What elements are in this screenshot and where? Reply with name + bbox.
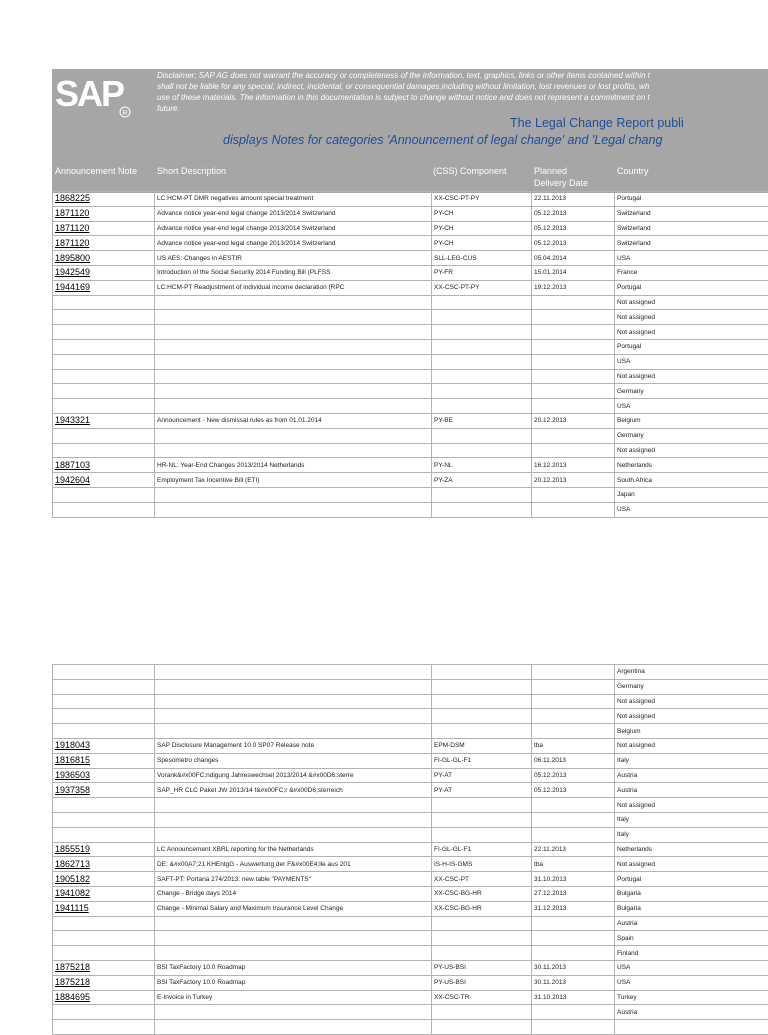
country-cell: France <box>615 265 768 280</box>
note-cell <box>53 339 155 354</box>
description-cell <box>155 354 432 369</box>
component-cell: XX-CSC-TR <box>432 990 532 1005</box>
note-cell[interactable]: 1884695 <box>53 990 155 1005</box>
description-cell <box>155 812 432 827</box>
note-cell <box>53 827 155 842</box>
description-cell <box>155 428 432 443</box>
table-row <box>53 325 768 340</box>
table-row <box>53 280 768 295</box>
table-row <box>53 310 768 325</box>
description-cell <box>155 325 432 340</box>
date-cell: 30.11.2013 <box>532 975 615 990</box>
note-cell <box>53 1005 155 1020</box>
country-cell: Switzerland <box>615 221 768 236</box>
note-cell[interactable]: 1868225 <box>53 192 155 207</box>
date-cell <box>532 1005 615 1020</box>
description-cell: Advance notice year-end legal change 2013/2014 Switzerland <box>155 221 432 236</box>
date-cell <box>532 354 615 369</box>
col-header-component: (CSS) Component <box>433 165 507 177</box>
table-row <box>53 694 768 709</box>
note-cell <box>53 384 155 399</box>
country-cell: Not assigned <box>615 709 768 724</box>
description-cell: LC Announcement XBRL reporting for the Netherlands <box>155 842 432 857</box>
description-cell: Spesometro changes <box>155 753 432 768</box>
date-cell: 06.11.2013 <box>532 753 615 768</box>
table-row <box>53 798 768 813</box>
component-cell: IS-H-IS-GMS <box>432 857 532 872</box>
note-cell[interactable]: 1944169 <box>53 280 155 295</box>
note-cell[interactable]: 1943321 <box>53 413 155 428</box>
table-row <box>53 738 768 753</box>
table-row <box>53 236 768 251</box>
description-cell <box>155 369 432 384</box>
description-cell <box>155 798 432 813</box>
note-cell <box>53 369 155 384</box>
component-cell <box>432 443 532 458</box>
report-subtitle: displays Notes for categories 'Announcement of legal change' and 'Legal chang <box>223 133 662 147</box>
table-row <box>53 960 768 975</box>
component-cell: PY-BE <box>432 413 532 428</box>
country-cell: Bulgaria <box>615 886 768 901</box>
description-cell <box>155 502 432 517</box>
country-cell: Not assigned <box>615 443 768 458</box>
table-row <box>53 946 768 961</box>
description-cell: Advance notice year-end legal change 2013/2014 Switzerland <box>155 236 432 251</box>
date-cell <box>532 694 615 709</box>
date-cell <box>532 679 615 694</box>
note-cell <box>53 916 155 931</box>
table-row <box>53 709 768 724</box>
date-cell <box>532 916 615 931</box>
note-cell[interactable]: 1862713 <box>53 857 155 872</box>
date-cell: 20.12.2013 <box>532 413 615 428</box>
date-cell <box>532 724 615 739</box>
component-cell: PY-ZA <box>432 473 532 488</box>
description-cell: Employment Tax Incentive Bill (ETI) <box>155 473 432 488</box>
country-cell: Turkey <box>615 990 768 1005</box>
date-cell: 05.04.2014 <box>532 251 615 266</box>
date-cell <box>532 812 615 827</box>
component-cell: XX-CSC-BG-HR <box>432 901 532 916</box>
table-row <box>53 812 768 827</box>
country-cell: Germany <box>615 679 768 694</box>
date-cell: 27.12.2013 <box>532 886 615 901</box>
description-cell <box>155 487 432 502</box>
component-cell <box>432 665 532 680</box>
description-cell: BSI TaxFactory 10.0 Roadmap <box>155 960 432 975</box>
note-cell <box>53 709 155 724</box>
component-cell <box>432 931 532 946</box>
component-cell <box>432 339 532 354</box>
component-cell: XX-CSC-PT-PY <box>432 192 532 207</box>
table-row <box>53 724 768 739</box>
note-cell <box>53 502 155 517</box>
note-cell[interactable]: 1855519 <box>53 842 155 857</box>
description-cell: Advance notice year-end legal change 2013/2014 Switzerland <box>155 206 432 221</box>
component-cell: PY-CH <box>432 221 532 236</box>
description-cell <box>155 916 432 931</box>
country-cell: Not assigned <box>615 310 768 325</box>
announcement-table-2 <box>52 664 768 1035</box>
table-row <box>53 901 768 916</box>
table-row <box>53 783 768 798</box>
table-row <box>53 990 768 1005</box>
table-row <box>53 1020 768 1035</box>
report-header <box>52 69 768 193</box>
component-cell <box>432 709 532 724</box>
description-cell: E-Invoice in Turkey <box>155 990 432 1005</box>
component-cell <box>432 916 532 931</box>
date-cell: 05.12.2013 <box>532 236 615 251</box>
country-cell: Bulgaria <box>615 901 768 916</box>
country-cell: Finland <box>615 946 768 961</box>
date-cell <box>532 502 615 517</box>
table-row <box>53 842 768 857</box>
date-cell <box>532 827 615 842</box>
description-cell: LC:HCM-PT Readjustment of individual income declaration (RPC <box>155 280 432 295</box>
component-cell <box>432 354 532 369</box>
note-cell[interactable]: 1875218 <box>53 975 155 990</box>
announcement-table-1 <box>52 191 768 518</box>
country-cell: Germany <box>615 428 768 443</box>
description-cell <box>155 339 432 354</box>
description-cell: BSI TaxFactory 10.0 Roadmap <box>155 975 432 990</box>
date-cell <box>532 339 615 354</box>
country-cell: Austria <box>615 916 768 931</box>
country-cell: Switzerland <box>615 206 768 221</box>
note-cell <box>53 724 155 739</box>
description-cell: SAP Disclosure Management 10.0 SP07 Release note <box>155 738 432 753</box>
sap-logo-text: SAP <box>55 76 124 114</box>
country-cell: South Africa <box>615 473 768 488</box>
country-cell: Netherlands <box>615 458 768 473</box>
table-row <box>53 768 768 783</box>
country-cell: Argentina <box>615 665 768 680</box>
component-cell <box>432 325 532 340</box>
date-cell <box>532 428 615 443</box>
description-cell: Announcement - New dismissal rules as from 01.01.2014 <box>155 413 432 428</box>
sap-logo <box>53 76 139 118</box>
description-cell <box>155 709 432 724</box>
component-cell: SLL-LEG-CUS <box>432 251 532 266</box>
table-row <box>53 206 768 221</box>
note-cell <box>53 295 155 310</box>
table-row <box>53 443 768 458</box>
table-row <box>53 221 768 236</box>
date-cell: 15.01.2014 <box>532 265 615 280</box>
component-cell <box>432 1005 532 1020</box>
country-cell: USA <box>615 502 768 517</box>
component-cell <box>432 399 532 414</box>
component-cell: PY-FR <box>432 265 532 280</box>
note-cell[interactable]: 1895800 <box>53 251 155 266</box>
date-cell: 05.12.2013 <box>532 221 615 236</box>
component-cell <box>432 798 532 813</box>
component-cell: PY-AT <box>432 783 532 798</box>
component-cell: PY-CH <box>432 206 532 221</box>
country-cell: Portugal <box>615 280 768 295</box>
date-cell <box>532 709 615 724</box>
note-cell <box>53 487 155 502</box>
country-cell: Portugal <box>615 339 768 354</box>
table-row <box>53 295 768 310</box>
component-cell: FI-GL-GL-F1 <box>432 753 532 768</box>
description-cell: Change - Minimal Salary and Maximum Insurance Level Change <box>155 901 432 916</box>
component-cell: XX-CSC-PT <box>432 872 532 887</box>
note-cell <box>53 399 155 414</box>
note-cell[interactable]: 1871120 <box>53 221 155 236</box>
col-header-delivery-date: Planned Delivery Date <box>534 165 588 189</box>
description-cell <box>155 399 432 414</box>
component-cell <box>432 502 532 517</box>
table-row <box>53 399 768 414</box>
note-cell <box>53 325 155 340</box>
table-row <box>53 502 768 517</box>
country-cell: Belgium <box>615 724 768 739</box>
table-row <box>53 369 768 384</box>
component-cell <box>432 812 532 827</box>
country-cell <box>615 1020 768 1035</box>
description-cell: SAFT-PT: Portaria 274/2013: new table "PAYMENTS" <box>155 872 432 887</box>
date-cell: 30.11.2013 <box>532 960 615 975</box>
date-cell <box>532 310 615 325</box>
description-cell <box>155 694 432 709</box>
table-row <box>53 916 768 931</box>
table-row <box>53 413 768 428</box>
table-row <box>53 857 768 872</box>
country-cell: Japan <box>615 487 768 502</box>
date-cell <box>532 399 615 414</box>
date-cell: 19.12.2013 <box>532 280 615 295</box>
table-row <box>53 872 768 887</box>
component-cell <box>432 827 532 842</box>
description-cell <box>155 827 432 842</box>
date-cell <box>532 931 615 946</box>
country-cell: Netherlands <box>615 842 768 857</box>
country-cell: Italy <box>615 812 768 827</box>
country-cell: USA <box>615 960 768 975</box>
country-cell: Italy <box>615 827 768 842</box>
description-cell: DE: &#x00A7;21 KHEntgG - Auswertung der F&#x00E4;lle aus 201 <box>155 857 432 872</box>
date-cell: 16.12.2013 <box>532 458 615 473</box>
description-cell <box>155 931 432 946</box>
country-cell: Austria <box>615 783 768 798</box>
table-row <box>53 753 768 768</box>
country-cell: Not assigned <box>615 738 768 753</box>
country-cell: Not assigned <box>615 694 768 709</box>
date-cell: tba <box>532 857 615 872</box>
date-cell <box>532 946 615 961</box>
component-cell <box>432 946 532 961</box>
note-cell[interactable]: 1905182 <box>53 872 155 887</box>
note-cell <box>53 443 155 458</box>
date-cell <box>532 443 615 458</box>
country-cell: Not assigned <box>615 295 768 310</box>
note-cell[interactable]: 1941115 <box>53 901 155 916</box>
description-cell <box>155 384 432 399</box>
table-row <box>53 827 768 842</box>
table-row <box>53 1005 768 1020</box>
country-cell: Switzerland <box>615 236 768 251</box>
country-cell: Not assigned <box>615 325 768 340</box>
description-cell: Introduction of the Social Security 2014 Funding Bill (PLFSS <box>155 265 432 280</box>
component-cell: XX-CSC-PT-PY <box>432 280 532 295</box>
note-cell <box>53 354 155 369</box>
component-cell <box>432 724 532 739</box>
country-cell: Austria <box>615 1005 768 1020</box>
date-cell: 05.12.2013 <box>532 768 615 783</box>
country-cell: Not assigned <box>615 798 768 813</box>
note-cell[interactable]: 1918043 <box>53 738 155 753</box>
description-cell: US AES: Changes in AESTIR <box>155 251 432 266</box>
country-cell: Germany <box>615 384 768 399</box>
note-cell[interactable]: 1942549 <box>53 265 155 280</box>
note-cell[interactable]: 1942604 <box>53 473 155 488</box>
date-cell <box>532 369 615 384</box>
table-row <box>53 428 768 443</box>
component-cell: EPM-DSM <box>432 738 532 753</box>
table-row <box>53 339 768 354</box>
country-cell: Portugal <box>615 872 768 887</box>
note-cell[interactable]: 1871120 <box>53 206 155 221</box>
component-cell <box>432 295 532 310</box>
country-cell: Not assigned <box>615 857 768 872</box>
description-cell <box>155 1020 432 1035</box>
date-cell: 20.12.2013 <box>532 473 615 488</box>
table-row <box>53 487 768 502</box>
description-cell <box>155 724 432 739</box>
country-cell: Portugal <box>615 192 768 207</box>
description-cell <box>155 665 432 680</box>
report-title: The Legal Change Report publi <box>510 116 684 130</box>
table-row <box>53 251 768 266</box>
table-row <box>53 931 768 946</box>
table-row <box>53 665 768 680</box>
description-cell <box>155 679 432 694</box>
component-cell <box>432 384 532 399</box>
country-cell: USA <box>615 354 768 369</box>
note-cell <box>53 665 155 680</box>
note-cell[interactable]: 1816815 <box>53 753 155 768</box>
note-cell[interactable]: 1937358 <box>53 783 155 798</box>
component-cell: PY-US-BSI <box>432 975 532 990</box>
component-cell: PY-US-BSI <box>432 960 532 975</box>
note-cell <box>53 798 155 813</box>
date-cell: 31.12.2013 <box>532 901 615 916</box>
component-cell: PY-NL <box>432 458 532 473</box>
date-cell <box>532 325 615 340</box>
component-cell <box>432 679 532 694</box>
note-cell <box>53 428 155 443</box>
table-row <box>53 473 768 488</box>
note-cell <box>53 946 155 961</box>
country-cell: Belgium <box>615 413 768 428</box>
component-cell: FI-GL-GL-F1 <box>432 842 532 857</box>
date-cell <box>532 798 615 813</box>
note-cell <box>53 679 155 694</box>
description-cell <box>155 443 432 458</box>
note-cell[interactable]: 1875218 <box>53 960 155 975</box>
description-cell: HR-NL: Year-End Changes 2013/2014 Netherlands <box>155 458 432 473</box>
description-cell <box>155 295 432 310</box>
date-cell <box>532 665 615 680</box>
col-header-country: Country <box>617 165 649 177</box>
description-cell: Vorank&#x00FC;ndigung Jahreswechsel 2013/2014 &#x00D6;sterre <box>155 768 432 783</box>
description-cell: LC:HCM-PT DMR negatives amount special treatment <box>155 192 432 207</box>
description-cell <box>155 1005 432 1020</box>
component-cell: PY-CH <box>432 236 532 251</box>
country-cell: Italy <box>615 753 768 768</box>
component-cell <box>432 694 532 709</box>
note-cell[interactable]: 1941082 <box>53 886 155 901</box>
date-cell: 05.12.2013 <box>532 783 615 798</box>
note-cell[interactable]: 1871120 <box>53 236 155 251</box>
country-cell: Austria <box>615 768 768 783</box>
date-cell <box>532 1020 615 1035</box>
component-cell <box>432 428 532 443</box>
description-cell <box>155 946 432 961</box>
table-row <box>53 384 768 399</box>
country-cell: USA <box>615 399 768 414</box>
component-cell: PY-AT <box>432 768 532 783</box>
note-cell <box>53 812 155 827</box>
disclaimer-text: Disclaimer; SAP AG does not warrant the accuracy or completeness of the information, text, graphics, links or other items contained within t shall not be liable for any special, indirect, incidental, or consequential damages,including without limitation, lost revenues or lost profits, wh use of these materials. The information in this documentation is subject to change without notice and does not represent a commitment on t future. <box>157 70 768 114</box>
date-cell: 22.11.2013 <box>532 842 615 857</box>
table-row <box>53 975 768 990</box>
country-cell: USA <box>615 975 768 990</box>
description-cell <box>155 310 432 325</box>
date-cell <box>532 384 615 399</box>
date-cell <box>532 487 615 502</box>
component-cell <box>432 1020 532 1035</box>
date-cell: 31.10.2013 <box>532 990 615 1005</box>
note-cell[interactable]: 1887103 <box>53 458 155 473</box>
date-cell: 05.12.2013 <box>532 206 615 221</box>
component-cell <box>432 369 532 384</box>
component-cell <box>432 310 532 325</box>
col-header-note: Announcement Note <box>55 165 137 177</box>
note-cell[interactable]: 1936503 <box>53 768 155 783</box>
note-cell <box>53 310 155 325</box>
date-cell <box>532 295 615 310</box>
country-cell: USA <box>615 251 768 266</box>
component-cell: XX-CSC-BG-HR <box>432 886 532 901</box>
date-cell: tba <box>532 738 615 753</box>
note-cell <box>53 694 155 709</box>
table-row <box>53 458 768 473</box>
note-cell <box>53 1020 155 1035</box>
table-row <box>53 354 768 369</box>
table-row <box>53 886 768 901</box>
note-cell <box>53 931 155 946</box>
description-cell: SAP_HR CLC Paket JW 2013/14 f&#x00FC;r &#x00D6;sterreich <box>155 783 432 798</box>
svg-text:R: R <box>123 110 128 117</box>
col-header-description: Short Description <box>157 165 226 177</box>
country-cell: Spain <box>615 931 768 946</box>
table-row <box>53 679 768 694</box>
table-row <box>53 265 768 280</box>
description-cell: Change - Bridge days 2014 <box>155 886 432 901</box>
date-cell: 31.10.2013 <box>532 872 615 887</box>
date-cell: 22.11.2013 <box>532 192 615 207</box>
country-cell: Not assigned <box>615 369 768 384</box>
component-cell <box>432 487 532 502</box>
table-row <box>53 192 768 207</box>
